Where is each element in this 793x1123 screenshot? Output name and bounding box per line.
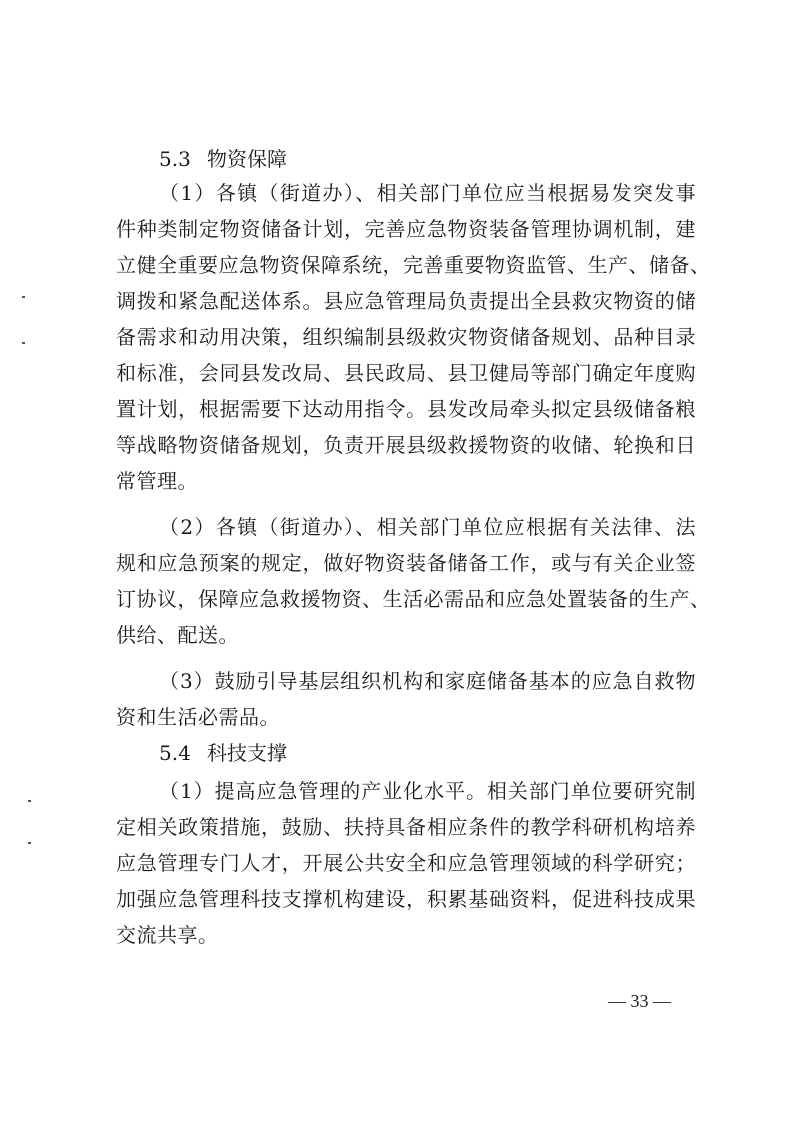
scan-mark — [28, 842, 31, 844]
paragraph-line: （1）各镇（街道办）、相关部门单位应当根据易发突发事 — [159, 181, 696, 205]
paragraph-line: 资和生活必需品。 — [116, 705, 280, 729]
paragraph-line: 和标准，会同县发改局、县民政局、县卫健局等部门确定年度购 — [116, 361, 696, 385]
section-heading-5-4 — [159, 736, 287, 770]
paragraph-line: 应急管理专门人才，开展公共安全和应急管理领域的科学研究； — [116, 851, 696, 875]
section-heading-5-3 — [159, 142, 287, 176]
paragraph-line: 等战略物资储备规划，负责开展县级救援物资的收储、轮换和日 — [116, 433, 696, 457]
paragraph-line: 立健全重要应急物资保障系统，完善重要物资监管、生产、储备、 — [116, 253, 711, 277]
section-number: 5.4 — [159, 741, 191, 765]
page-number: — 33 — — [608, 991, 671, 1011]
paragraph-line: （1）提高应急管理的产业化水平。相关部门单位要研究制 — [159, 779, 696, 803]
paragraph-line: 件种类制定物资储备计划，完善应急物资装备管理协调机制，建 — [116, 217, 696, 241]
paragraph-line: 定相关政策措施，鼓励、扶持具备相应条件的教学科研机构培养 — [116, 815, 696, 839]
paragraph-line: （2）各镇（街道办）、相关部门单位应根据有关法律、法 — [159, 515, 696, 539]
paragraph-line: 备需求和动用决策，组织编制县级救灾物资储备规划、品种目录 — [116, 325, 696, 349]
scan-mark — [28, 800, 31, 802]
paragraph-line: 常管理。 — [116, 469, 198, 493]
paragraph-line: 加强应急管理科技支撑机构建设，积累基础资料，促进科技成果 — [116, 887, 696, 911]
paragraph-line: 规和应急预案的规定，做好物资装备储备工作，或与有关企业签 — [116, 551, 696, 575]
paragraph-line: 调拨和紧急配送体系。县应急管理局负责提出全县救灾物资的储 — [116, 289, 696, 313]
scan-mark — [22, 342, 25, 344]
paragraph-line: 置计划，根据需要下达动用指令。县发改局牵头拟定县级储备粮 — [116, 397, 696, 421]
paragraph-line: 供给、配送。 — [116, 623, 239, 647]
scan-mark — [22, 296, 25, 298]
section-title: 科技支撑 — [207, 741, 287, 765]
paragraph-line: （3）鼓励引导基层组织机构和家庭储备基本的应急自救物 — [159, 669, 696, 693]
paragraph-line: 交流共享。 — [116, 923, 219, 947]
paragraph-line: 订协议，保障应急救援物资、生活必需品和应急处置装备的生产、 — [116, 587, 711, 611]
section-number: 5.3 — [159, 147, 191, 171]
section-title: 物资保障 — [207, 147, 287, 171]
